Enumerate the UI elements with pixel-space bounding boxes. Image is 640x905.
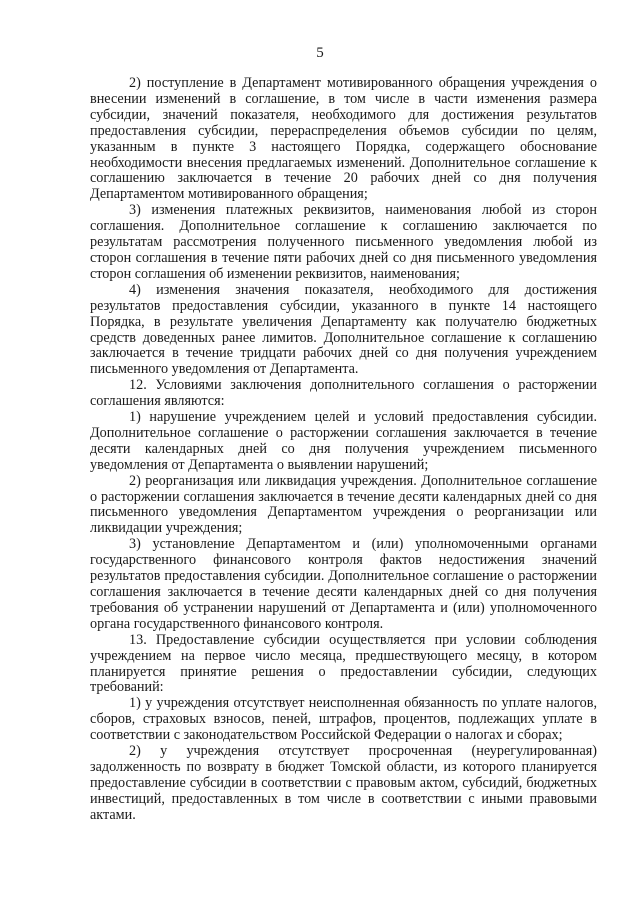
paragraph-clause-13: 13. Предоставление субсидии осуществляется при условии соблюдения учреждением на первое число месяца, предшествующего месяцу, в котором планируется принятие решения о предоставлении субсидии, следующих требований: [90, 631, 597, 696]
paragraph-item-3-non-achievement: 3) установление Департаментом и (или) уполномоченными органами государственного финансового контроля фактов недостижения значений результатов предоставления субсидии. Дополнительное соглашение о расторжении соглашения заключается в течение десяти календарных дней со дня получения требования об устранении нарушений от Департамента и (или) уполномоченного органа государственного финансового контроля. [90, 536, 597, 632]
paragraph-item-3-requisites-change: 3) изменения платежных реквизитов, наименования любой из сторон соглашения. Дополнительное соглашение к соглашению заключается по результатам рассмотрения полученного письменного уведомления любой из сторон соглашения в течение пяти рабочих дней со дня письменного уведомления сторон соглашения об изменении реквизитов, наименования; [90, 202, 597, 282]
paragraph-item-4-indicator-change: 4) изменения значения показателя, необходимого для достижения результатов предоставления субсидии, указанного в пункте 14 настоящего Порядка, в результате увеличения Департаменту как получателю бюджетных средств доведенных ранее лимитов. Дополнительное соглашение к соглашению заключается в течение тридцати рабочих дней со дня получения учреждением письменного уведомления от Департамента. [90, 281, 597, 378]
paragraph-item-1-violation: 1) нарушение учреждением целей и условий предоставления субсидии. Дополнительное соглашение о расторжении соглашения заключается в течение десяти календарных дней со дня получения учреждением письменного уведомления от Департамента о выявлении нарушений; [90, 409, 597, 473]
paragraph-item-2-amendment-request: 2) поступление в Департамент мотивированного обращения учреждения о внесении изменений в соглашение, в том числе в части изменения размера субсидии, значений показателя, необходимого для достижения результатов предоставления субсидии, перераспределения объемов субсидии по целям, указанным в пункте 3 настоящего Порядка, содержащего обоснование необходимости внесения предлагаемых изменений. Дополнительное соглашение к соглашению заключается в течение 20 рабочих дней со дня получения Департаментом мотивированного обращения; [90, 75, 597, 203]
paragraph-item-2-reorganization: 2) реорганизация или ликвидация учреждения. Дополнительное соглашение о расторжении соглашения заключается в течение десяти календарных дней со дня письменного уведомления Департаментом учреждения о реорганизации или ликвидации учреждения; [90, 472, 597, 537]
page-number: 5 [316, 45, 324, 61]
paragraph-item-2-overdue-debt: 2) у учреждения отсутствует просроченная (неурегулированная) задолженность по возврату в бюджет Томской области, из которого планируется предоставление субсидии в соответствии с правовым актом, субсидий, бюджетных инвестиций, предоставленных в том числе в соответствии с иными правовыми актами. [90, 743, 597, 823]
paragraph-item-1-tax-obligations: 1) у учреждения отсутствует неисполненная обязанность по уплате налогов, сборов, страховых взносов, пеней, штрафов, процентов, подлежащих уплате в соответствии с законодательством Российской Федерации о налогах и сборах; [90, 695, 597, 744]
paragraph-clause-12: 12. Условиями заключения дополнительного соглашения о расторжении соглашения являются: [90, 377, 597, 410]
document-body [90, 76, 597, 824]
